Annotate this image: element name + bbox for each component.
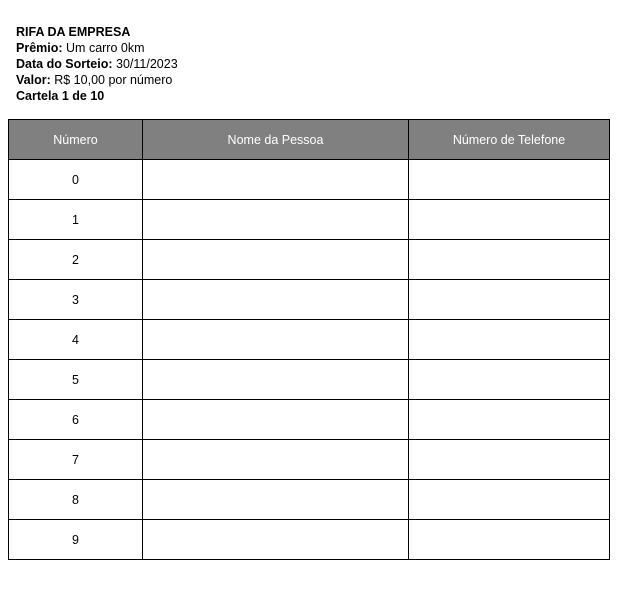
- phone-cell[interactable]: [409, 520, 610, 560]
- raffle-header: [16, 24, 178, 104]
- price-line: [16, 72, 178, 88]
- raffle-table: [8, 119, 610, 560]
- name-cell[interactable]: [143, 480, 409, 520]
- phone-cell[interactable]: [409, 440, 610, 480]
- phone-cell[interactable]: [409, 400, 610, 440]
- phone-cell[interactable]: [409, 280, 610, 320]
- raffle-title: RIFA DA EMPRESA: [16, 25, 131, 39]
- number-cell: 3: [9, 280, 143, 320]
- name-cell[interactable]: [143, 280, 409, 320]
- column-header-number: Número: [9, 120, 143, 160]
- number-cell: 6: [9, 400, 143, 440]
- name-cell[interactable]: [143, 240, 409, 280]
- phone-cell[interactable]: [409, 200, 610, 240]
- phone-cell[interactable]: [409, 320, 610, 360]
- table-row: [9, 200, 610, 240]
- table-row: [9, 440, 610, 480]
- phone-cell[interactable]: [409, 360, 610, 400]
- column-header-phone: Número de Telefone: [409, 120, 610, 160]
- name-cell[interactable]: [143, 320, 409, 360]
- number-cell: 8: [9, 480, 143, 520]
- name-cell[interactable]: [143, 400, 409, 440]
- table-row: [9, 320, 610, 360]
- number-cell: 1: [9, 200, 143, 240]
- price-value: R$ 10,00 por número: [54, 73, 173, 87]
- table-row: [9, 240, 610, 280]
- phone-cell[interactable]: [409, 480, 610, 520]
- name-cell[interactable]: [143, 200, 409, 240]
- number-cell: 5: [9, 360, 143, 400]
- table-row: [9, 360, 610, 400]
- prize-line: [16, 40, 178, 56]
- phone-cell[interactable]: [409, 240, 610, 280]
- prize-label: Prêmio:: [16, 41, 63, 55]
- table-header-row: [9, 120, 610, 160]
- number-cell: 4: [9, 320, 143, 360]
- table-row: [9, 280, 610, 320]
- number-cell: 9: [9, 520, 143, 560]
- draw-date-value: 30/11/2023: [116, 57, 178, 71]
- number-cell: 2: [9, 240, 143, 280]
- table-row: [9, 520, 610, 560]
- table-row: [9, 480, 610, 520]
- price-label: Valor:: [16, 73, 51, 87]
- name-cell[interactable]: [143, 520, 409, 560]
- table-row: [9, 400, 610, 440]
- name-cell[interactable]: [143, 160, 409, 200]
- number-cell: 0: [9, 160, 143, 200]
- number-cell: 7: [9, 440, 143, 480]
- draw-date-label: Data do Sorteio:: [16, 57, 113, 71]
- sheet-counter: Cartela 1 de 10: [16, 89, 105, 103]
- table-row: [9, 160, 610, 200]
- name-cell[interactable]: [143, 440, 409, 480]
- phone-cell[interactable]: [409, 160, 610, 200]
- name-cell[interactable]: [143, 360, 409, 400]
- column-header-name: Nome da Pessoa: [143, 120, 409, 160]
- draw-date-line: [16, 56, 178, 72]
- prize-value: Um carro 0km: [66, 41, 145, 55]
